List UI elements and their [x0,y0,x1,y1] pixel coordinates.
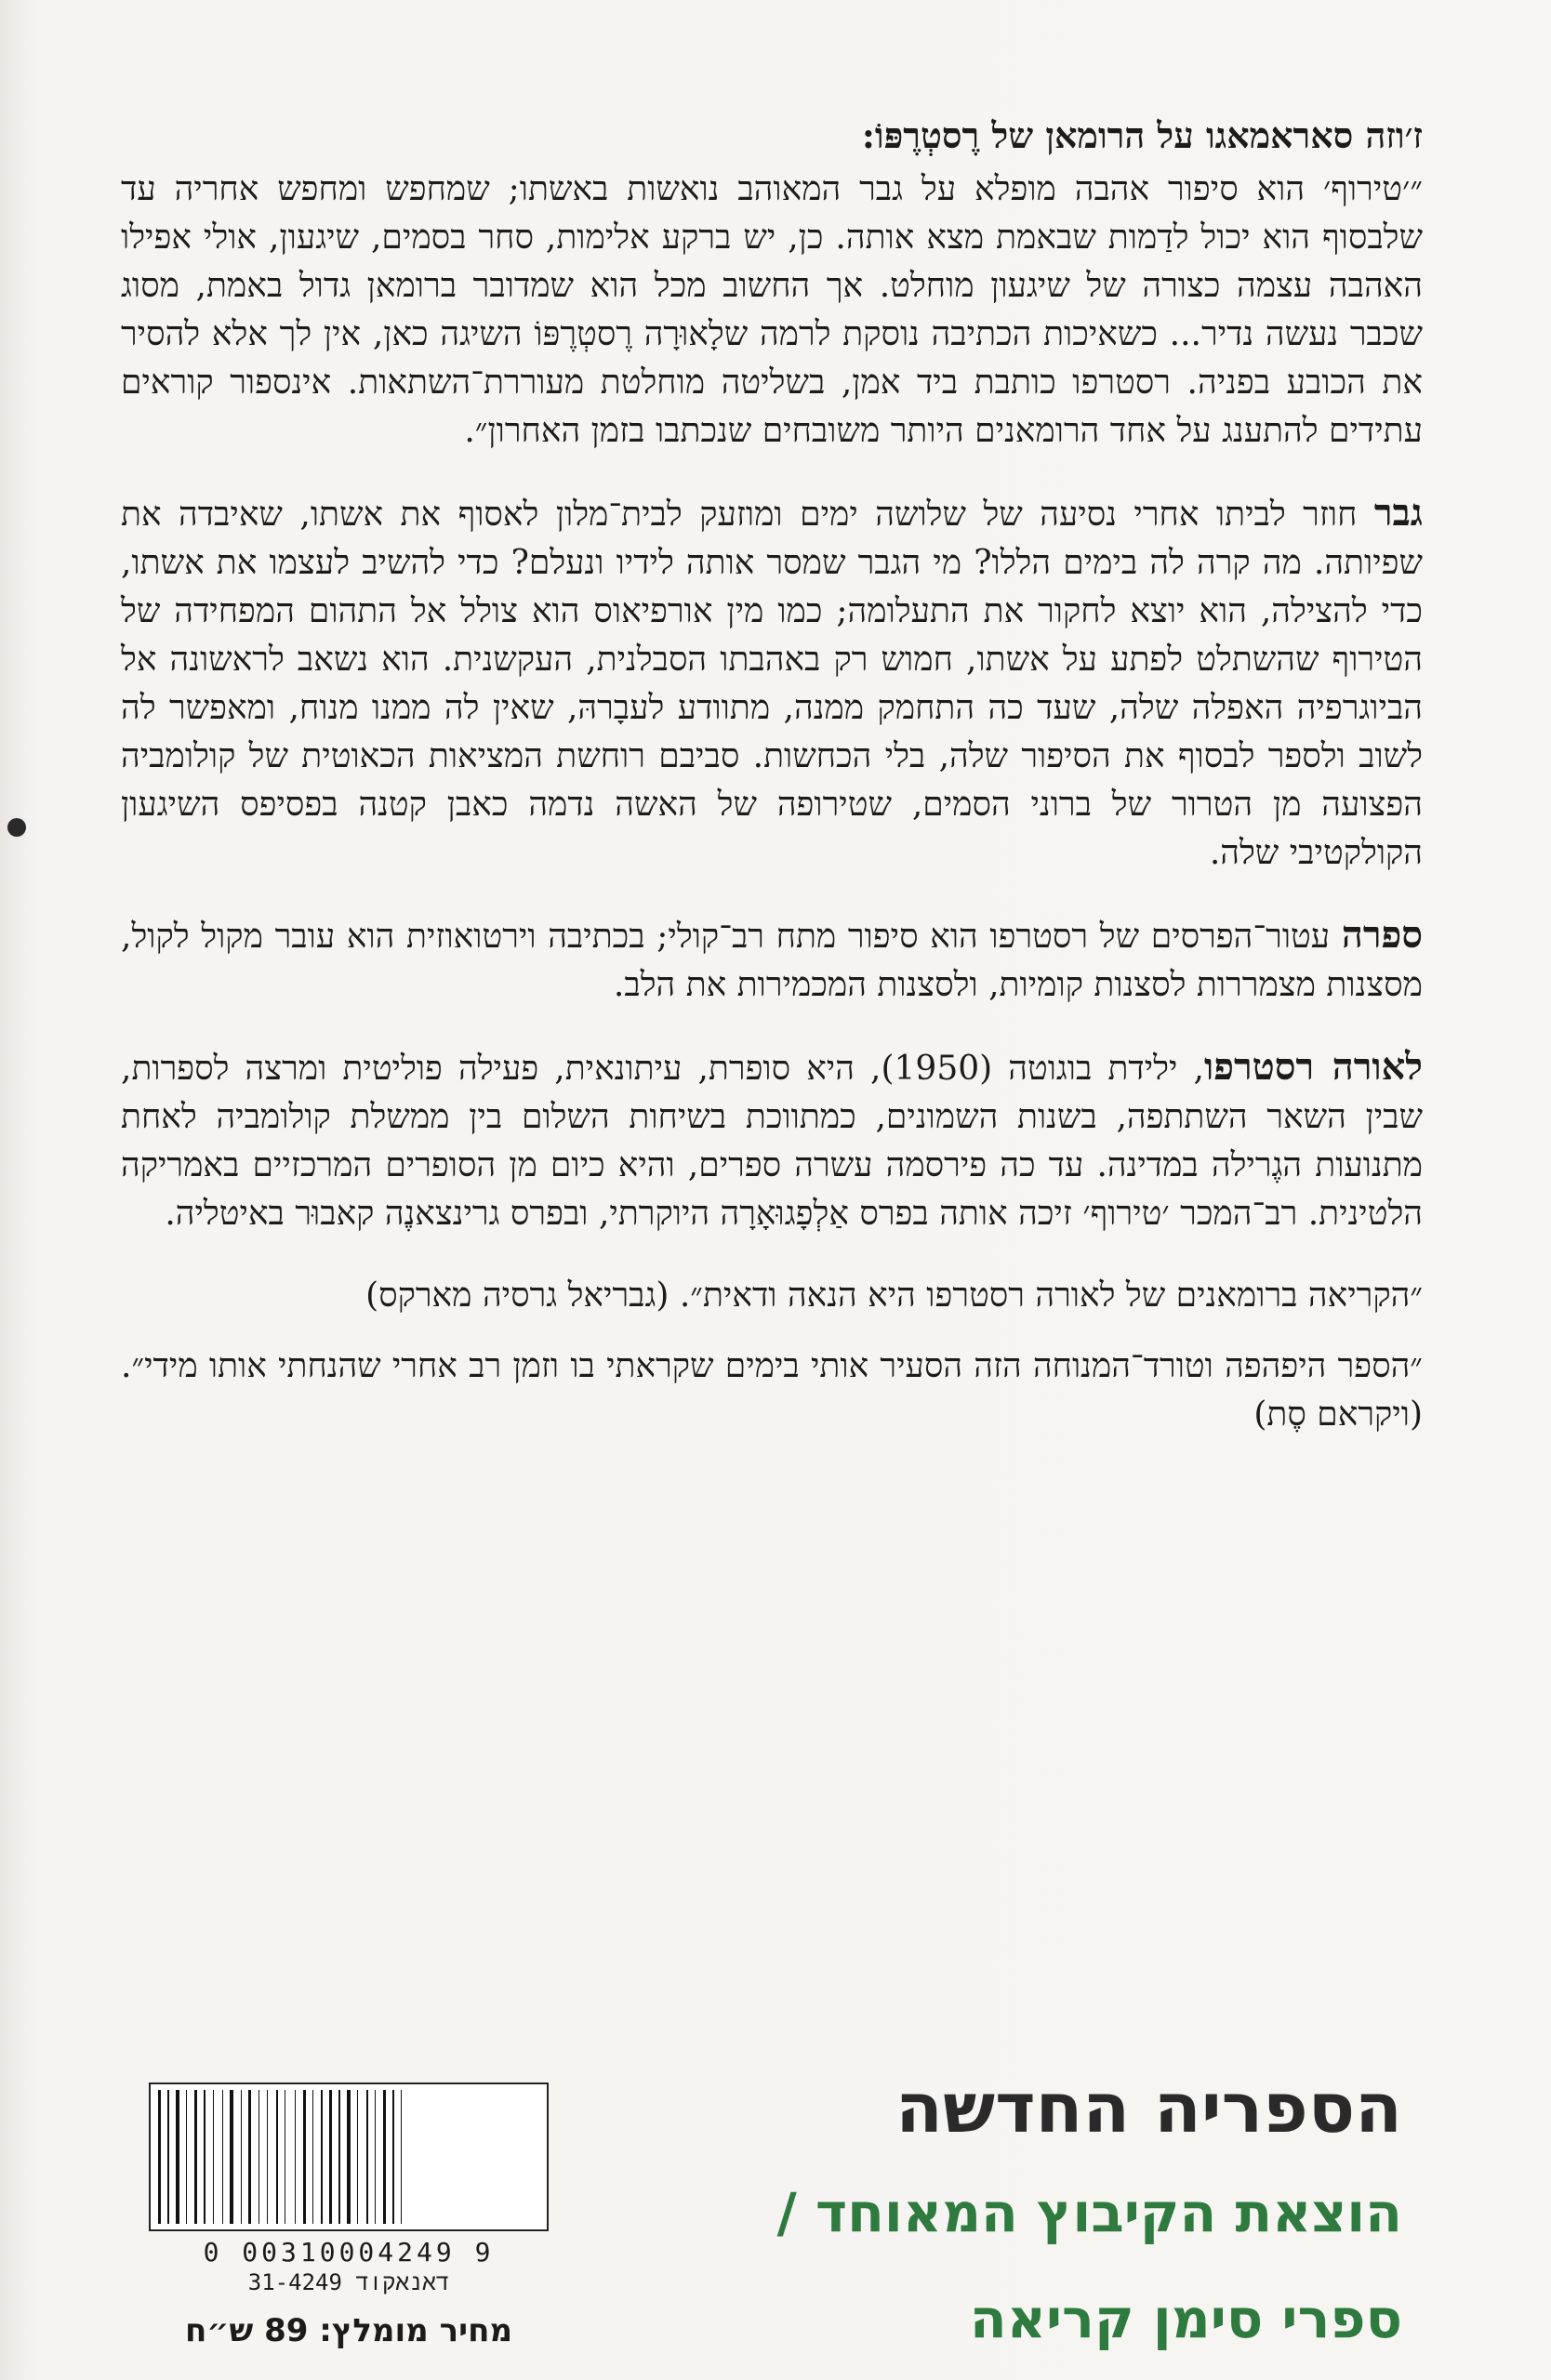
review-section [121,112,1423,456]
barcode-bar [347,2090,351,2224]
barcode-bar [172,2090,173,2224]
synopsis-lead-word: גבר [1373,491,1423,535]
barcode-bar [357,2090,358,2224]
barcode-bar [378,2090,380,2224]
publisher-name: הוצאת הקיבוץ המאוחד / [776,2181,1402,2244]
barcode-bar [176,2090,179,2224]
series-name: הספריה החדשה [895,2069,1402,2149]
barcode-bar [248,2090,251,2224]
about-book-lead-word: ספרה [1341,913,1423,957]
barcode-bar [303,2090,306,2224]
barcode-bar [230,2090,233,2224]
barcode-bar [241,2090,242,2224]
barcode-bar [312,2090,313,2224]
barcode-bar [401,2090,402,2224]
barcode-bar [397,2090,398,2224]
barcode-bar [335,2090,336,2224]
barcode-bar [404,2090,407,2224]
price-label: מחיר מומלץ: 89 ש״ח [184,2312,513,2349]
barcode-bar [222,2090,223,2224]
barcode-bar [276,2090,278,2224]
barcode-bar [236,2090,238,2224]
barcode-bar [190,2090,192,2224]
barcode-bar [288,2090,292,2224]
review-heading: ז׳וזה סאראמאגו על הרומאן של רֶסטְרֶפּוֹ: [861,114,1423,156]
barcode-number: 0 00310004249 9 [203,2237,495,2268]
barcode-bar [254,2090,256,2224]
barcode-bar [298,2090,300,2224]
about-book-paragraph [121,911,1423,1010]
binding-dot [7,818,26,837]
barcode-bar [267,2090,268,2224]
cover-footer [121,2064,1430,2361]
barcode-bar [366,2090,368,2224]
blurb-quote: ״הספר היפהפה וטורד־המנוחה הזה הסעיר אותי בימים שקראתי בו וזמן רב אחרי שהנחתי אותו מידי״. (ויקראם סֶת) [121,1347,1423,1434]
barcode-bar [262,2090,264,2224]
barcode-bar [383,2090,386,2224]
sub-series-name: ספרי סימן קריאה [969,2287,1402,2350]
barcode-bar [217,2090,219,2224]
synopsis-text: חוזר לביתו אחרי נסיעה של שלושה ימים ומוזעק לבית־מלון לאסוף את אשתו, שאיבדה את שפיותה. מה קרה לה בימים הללו? מי הגבר שמסר אותה לידיו ונעלם? כדי להשיב לעצמו את אשתו, כדי להצילה, הוא יוצא לחקור את התעלומה; כמו מין אורפיאוס הוא צולל אל התהום המפחידה של הטירוף שהשתלט לפתע על אשתו, חמוש רק באהבתו הסבלנית, העקשנית. הוא נשאב לראשונה אל הביוגרפיה האפלה שלה, שעד כה התחמק ממנה, מתוודע לעבָרהּ, שאין לה ממנו מנוח, ומאפשר לה לשוב ולספר לבסוף את הסיפור שלה, בלי הכחשות. סביבם רוחשת המציאות הכאוטית של קולומביה הפצועה מן הטרור של ברוני הסמים, שטירופה של האשה נדמה כאבן קטנה בפסיפס השיגעון הקולקטיבי שלה. [121,496,1423,872]
barcode-bar [316,2090,318,2224]
barcode-bar [194,2090,197,2224]
synopsis-paragraph [121,489,1423,878]
barcode-bar [389,2090,390,2224]
barcode-bar [343,2090,344,2224]
barcode-bar [338,2090,340,2224]
about-author-paragraph [121,1043,1423,1238]
about-author-text: , ילידת בוגוטה (1950), היא סופרת, עיתונאית, פעילה פוליטית ומרצה לספרות, שבין השאר השתתפה, בשנות השמונים, כמתווכת בשיחות השלום בין ממשלת קולומביה לאחת מתנועות הגֶרילה במדינה. עד כה פירסמה עשרה ספרים, והיא כיום מן הסופרים המרכזיים באמריקה הלטינית. רב־המכר ׳טירוף׳ זיכה אותה בפרס אַלְפָגוּאָרָה היוקרתי, ובפרס גרינצאנֶה קאבוּר באיטליה. [121,1050,1423,1233]
barcode-block [149,2082,549,2349]
barcode-bar [271,2090,273,2224]
barcode-bar [375,2090,376,2224]
barcode-bar [186,2090,187,2224]
barcode-bar [295,2090,296,2224]
blurb-quote: ״הקריאה ברומאנים של לאורה רסטרפו היא הנאה ודאית״. (גבריאל גרסיה מארקס) [365,1276,1423,1315]
about-book-text: עטור־הפרסים של רסטרפו הוא סיפור מתח רב־קולי; בכתיבה וירטואוזית הוא עובר מקול לקול, מסצנות מצמררות לסצנות קומיות, ולסצנות המכמירות את הלב. [121,918,1423,1004]
barcode-bar [321,2090,323,2224]
barcode-code: 31-4249 דאנאקוד [247,2269,450,2295]
barcode-bar [392,2090,394,2224]
back-cover-text [121,112,1423,1461]
barcode-bar [213,2090,214,2224]
barcode-bar [281,2090,282,2224]
review-quote: ״׳טירוף׳ הוא סיפור אהבה מופלא על גבר המאוהב נואשות באשתו; שמחפש ומחפש אחריה עד שלבסוף הוא יכול לדַמות שבאמת מצא אותה. כן, יש ברקע אלימות, סחר בסמים, שיגעון, אולי אפילו האהבה עצמה כצורה של שיגעון מוחלט. אך החשוב מכל הוא שמדובר ברומאן גדול באמת, מסוג שכבר נעשה נדיר... כשאיכות הכתיבה נוסקת לרמה שלָאוּרָה רֶסטְרֶפּוֹ השיגה כאן, אין לך אלא להסיר את הכובע בפניה. רסטרפו כותבת ביד אמן, בשליטה מוחלטת מעוררת־השתאות. אינספור קוראים עתידים להתענג על אחד הרומאנים היותר משובחים שנכתבו בזמן האחרון״. [121,170,1423,450]
barcode-bar [158,2090,161,2224]
barcode-bar [164,2090,165,2224]
barcode-icon [149,2082,549,2231]
barcode-bar [226,2090,227,2224]
barcode-bar [309,2090,310,2224]
barcode-bar [325,2090,326,2224]
barcode-bar [353,2090,354,2224]
barcode-bar [204,2090,205,2224]
barcode-bar [361,2090,364,2224]
imprint [777,2064,1402,2365]
barcode-bar [371,2090,372,2224]
barcode-bar [329,2090,332,2224]
barcode-bar [208,2090,210,2224]
barcode-bar [200,2090,201,2224]
barcode-bar [182,2090,183,2224]
barcode-bar [167,2090,169,2224]
barcode-bar [258,2090,259,2224]
author-name: לאורה רסטרפו [1203,1045,1423,1089]
